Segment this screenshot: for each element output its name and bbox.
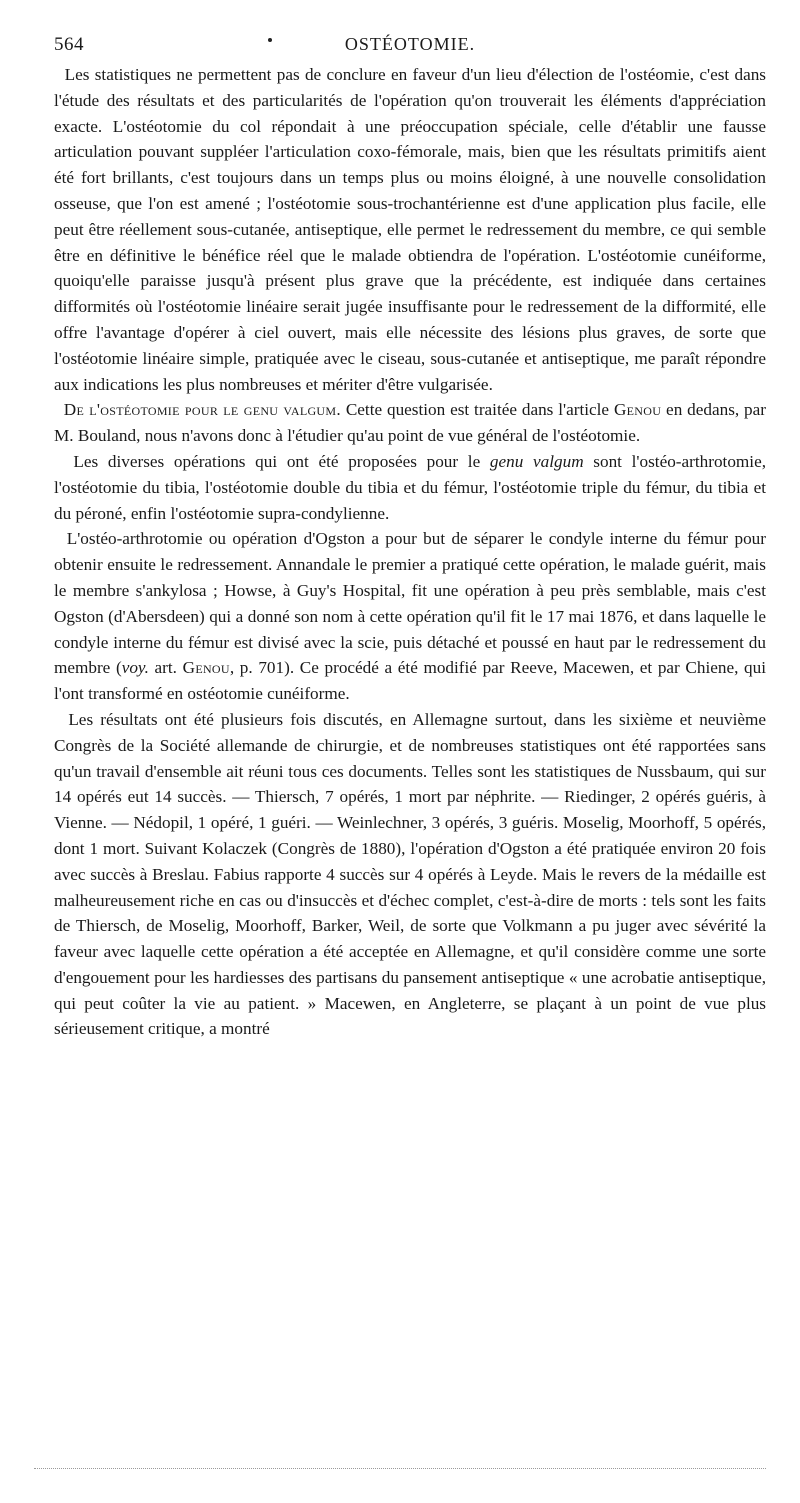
cross-reference: Genou — [182, 658, 230, 678]
paragraph-text: sont l'ostéo-arthrotomie, l'ostéotomie du tibia, l'ostéotomie double du tibia et du fémur, l'ostéotomie triple du fémur, du tibia et du péroné, enfin l'ostéotomie supra-condylienne. — [54, 451, 766, 523]
body-text — [54, 62, 766, 1042]
paragraph-text: Cette question est traitée dans l'article — [340, 400, 614, 420]
paragraph-text: Les résultats ont été plusieurs fois discutés, en Allemagne surtout, dans les sixième et neuvième Congrès de la Société allemande de chirurgie, et de nombreuses statistiques ont été rapportées sans qu'un travail d'ensemble ait réuni tous ces documents. Telles sont les statistiques de Nussbaum, qui sur 14 opérés eut 14 succès. — Thiersch, 7 opérés, 1 mort par néphrite. — Riedinger, 2 opérés guéris, à Vienne. — Nédopil, 1 opéré, 1 guéri. — Weinlechner, 3 opérés, 3 guéris. Moselig, Moorhoff, 5 opérés, dont 1 mort. Suivant Kolaczek (Congrès de 1880), l'opération d'Ogston a été pratiquée environ 20 fois avec succès à Breslau. Fabius rapporte 4 succès sur 4 opérés à Leyde. Mais le revers de la médaille est malheureusement riche en cas ou d'insuccès et d'échec complet, c'est-à-dire de morts : tels sont les faits de Thiersch, de Moselig, Moorhoff, Barker, Weil, de sorte que Volkmann a pu juger avec sévérité la faveur avec laquelle cette opération a été acceptée en Allemagne, et qu'il considère comme une sorte d'engouement pour les hardiesses des partisans du pansement antiseptique « une acrobatie antiseptique, qui peut coûter la vie au patient. » Macewen, en Angleterre, se plaçant à un point de vue plus sérieusement critique, a montré — [54, 709, 767, 1039]
running-head — [54, 28, 766, 62]
page-number: 564 — [54, 34, 84, 55]
bottom-rule — [34, 1468, 766, 1469]
paragraph-text: , p. 701). Ce procédé a été modifié par Reeve, Macewen, et par Chiene, qui l'ont transformé en ostéotomie cunéiforme. — [54, 658, 766, 704]
section-heading: De l'ostéotomie pour le genu valgum. — [63, 400, 341, 420]
paragraph-text: art. — [148, 658, 183, 678]
paragraph-text: L'ostéo-arthrotomie ou opération d'Ogston a pour but de séparer le condyle interne du fémur pour obtenir ensuite le redressement. Annandale le premier a pratiqué cette opération, le malade guérit, mais le membre s'ankylosa ; Howse, à Guy's Hospital, fit une opération à peu près semblable, mais c'est Ogston (d'Abersdeen) qui a donné son nom à cette opération qu'il fit le 17 mai 1876, et dans laquelle le condyle interne du fémur est divisé avec la scie, puis détaché et poussé en haut par le redressement du membre ( — [54, 529, 767, 678]
paragraph-results — [54, 707, 766, 1042]
paragraph-text: Les statistiques ne permettent pas de conclure en faveur d'un lieu d'élection de l'ostéomie, c'est dans l'étude des résultats et des particularités de l'opération qu'on trouverait les éléments d'appréciation exacte. L'ostéotomie du col répondait à une préoccupation spéciale, celle d'établir une fausse articulation pouvant suppléer l'articulation coxo-fémorale, mais, bien que les résultats primitifs aient été fort brillants, c'est toujours dans un temps plus ou moins éloigné, à une nouvelle consolidation osseuse, que l'on est amené ; l'ostéotomie sous-trochantérienne est d'une application plus facile, elle peut être réellement sous-cutanée, antiseptique, elle permet le redressement du membre, ce qui semble être en définitive le bénéfice réel que le malade obtiendra de l'opération. L'ostéotomie cunéiforme, quoiqu'elle paraisse jusqu'à présent plus grave que la précédente, est indiquée dans certaines difformités où l'ostéotomie linéaire serait jugée insuffisante pour le redressement de la difformité, elle offre l'avantage d'opérer à ciel ouvert, mais elle nécessite des lésions plus graves, de sorte que l'ostéotomie linéaire simple, pratiquée avec le ciseau, sous-cutanée et antiseptique, me paraît répondre aux indications les plus nombreuses et mériter d'être vulgarisée. — [54, 65, 766, 394]
italic-term: voy. — [121, 658, 149, 678]
italic-term: genu valgum — [489, 451, 584, 471]
paragraph-genu-valgum-intro — [54, 397, 766, 449]
page-title: OSTÉOTOMIE. — [344, 34, 476, 54]
paragraph-text: en dedans, par M. Bouland, nous n'avons donc à l'étudier qu'au point de vue général de l'ostéotomie. — [54, 400, 767, 446]
cross-reference: Genou — [613, 400, 662, 420]
paragraph-statistics — [54, 62, 766, 397]
paragraph-ogston — [54, 526, 766, 707]
paragraph-text: Les diverses opérations qui ont été proposées pour le — [73, 451, 490, 471]
paragraph-operations-list — [54, 449, 766, 526]
